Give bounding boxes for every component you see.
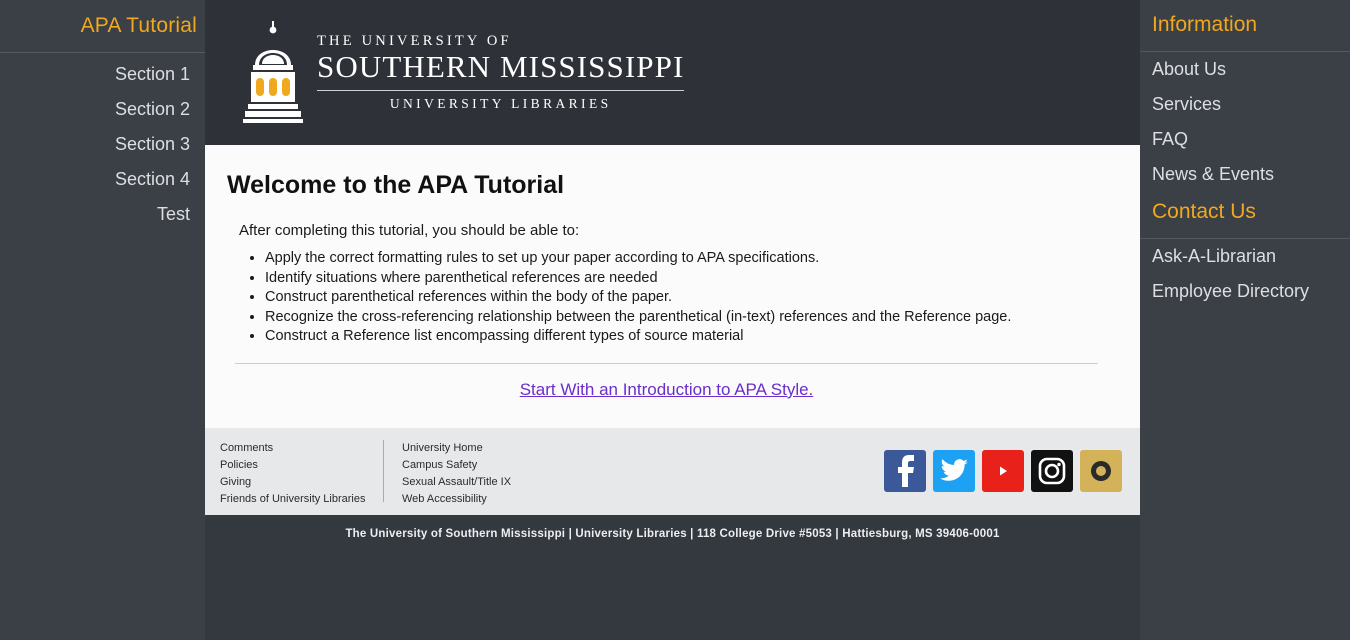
footer-link-giving[interactable]: Giving <box>220 476 252 489</box>
right-sidebar-nav-information <box>1140 52 1350 192</box>
masthead <box>205 0 1140 145</box>
youtube-icon[interactable] <box>982 450 1024 492</box>
left-sidebar-title: APA Tutorial <box>80 14 197 37</box>
page-title: Welcome to the APA Tutorial <box>227 171 565 199</box>
main-content <box>205 145 1140 428</box>
university-logo[interactable] <box>243 21 684 125</box>
objectives-list <box>239 249 1106 347</box>
logo-line-3: UNIVERSITY LIBRARIES <box>389 95 612 111</box>
copyright-line: The University of Southern Mississippi | University Libraries | 118 College Drive #5053 | Hattiesburg, MS 39406-0001 <box>345 528 1000 540</box>
twitter-icon[interactable] <box>933 450 975 492</box>
logo-line-1: THE UNIVERSITY OF <box>317 33 512 50</box>
sidebar-item-test[interactable]: Test <box>156 204 190 224</box>
intro-text: After completing this tutorial, you should be able to: <box>239 222 580 239</box>
right-sidebar-title-contact-us: Contact Us <box>1152 200 1256 223</box>
list-item: • Recognize the cross-referencing relationship between the parenthetical (in-text) references and the Reference page. <box>265 308 1106 328</box>
sidebar-item-employee-directory[interactable]: Employee Directory <box>1152 281 1310 301</box>
left-sidebar-nav <box>0 53 205 232</box>
right-sidebar-title-information: Information <box>1152 13 1258 36</box>
site-footer <box>205 428 1140 515</box>
footer-column-2 <box>383 440 512 506</box>
logo-wordmark <box>317 33 684 112</box>
facebook-icon[interactable] <box>884 450 926 492</box>
footer-link-friends-of-university-libraries[interactable]: Friends of University Libraries <box>220 493 366 506</box>
footer-link-university-home[interactable]: University Home <box>402 442 483 454</box>
sidebar-item-faq[interactable]: FAQ <box>1152 129 1189 149</box>
sidebar-item-ask-a-librarian[interactable]: Ask-A-Librarian <box>1152 246 1277 266</box>
sidebar-item-section-1[interactable]: Section 1 <box>114 64 190 84</box>
left-sidebar <box>0 0 205 640</box>
center-panel <box>205 0 1140 515</box>
footer-link-sexual-assault-title-ix[interactable]: Sexual Assault/Title IX <box>402 476 512 489</box>
sidebar-item-section-3[interactable]: Section 3 <box>114 134 190 154</box>
sidebar-item-news-events[interactable]: News & Events <box>1152 164 1275 184</box>
footer-column-1 <box>205 440 383 508</box>
list-item: • Construct a Reference list encompassing different types of source material <box>265 327 1106 347</box>
right-sidebar-nav-contact <box>1140 239 1350 309</box>
footer-link-campus-safety[interactable]: Campus Safety <box>402 459 478 472</box>
start-tutorial-link[interactable]: Start With an Introduction to APA Style. <box>519 379 814 399</box>
right-sidebar <box>1140 0 1350 640</box>
sidebar-item-section-2[interactable]: Section 2 <box>114 99 190 119</box>
dome-icon <box>243 21 305 125</box>
footer-link-web-accessibility[interactable]: Web Accessibility <box>402 493 487 506</box>
list-item: • Apply the correct formatting rules to set up your paper according to APA specifications. <box>265 249 1106 269</box>
sidebar-item-services[interactable]: Services <box>1152 94 1222 114</box>
logo-rule <box>317 90 684 91</box>
social-links <box>884 450 1122 492</box>
footer-link-comments[interactable]: Comments <box>220 442 274 454</box>
list-item: • Identify situations where parenthetical references are needed <box>265 269 1106 289</box>
sidebar-item-about-us[interactable]: About Us <box>1152 59 1227 79</box>
eagle-icon[interactable] <box>1080 450 1122 492</box>
instagram-icon[interactable] <box>1031 450 1073 492</box>
start-link-container <box>227 364 1106 400</box>
footer-link-policies[interactable]: Policies <box>220 459 258 472</box>
list-item: • Construct parenthetical references within the body of the paper. <box>265 288 1106 308</box>
sidebar-item-section-4[interactable]: Section 4 <box>114 169 190 189</box>
logo-line-2: SOUTHERN MISSISSIPPI <box>317 49 685 85</box>
